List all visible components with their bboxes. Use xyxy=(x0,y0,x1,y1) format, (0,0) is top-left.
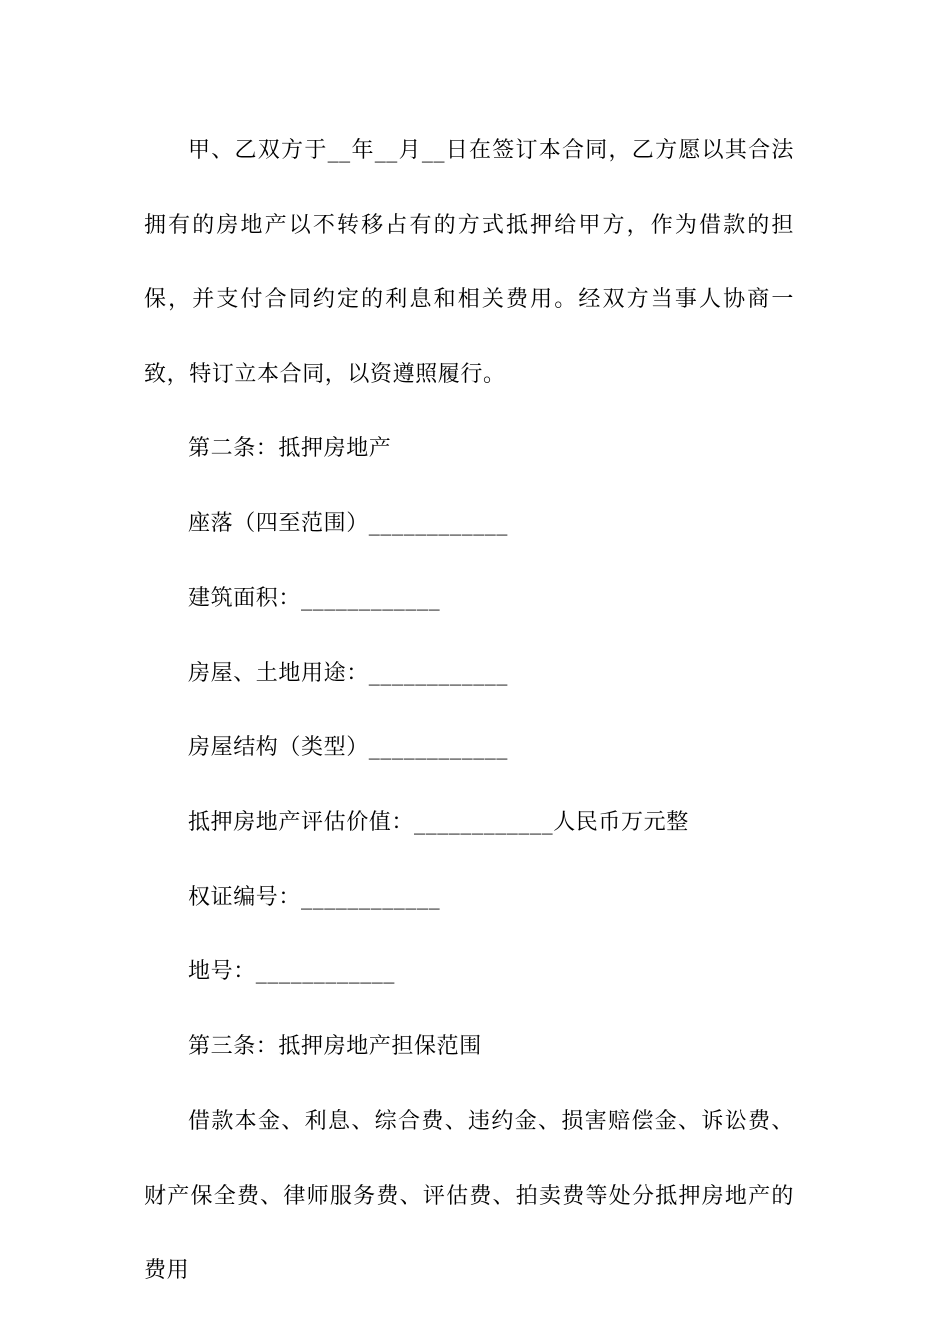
article-3-body: 借款本金、利息、综合费、违约金、损害赔偿金、诉讼费、财产保全费、律师服务费、评估费、拍卖费等处分抵押房地产的费用 xyxy=(144,1109,794,1283)
field-certificate-number: 权证编号：____________ xyxy=(188,885,441,910)
intro-paragraph: 甲、乙双方于__年__月__日在签订本合同，乙方愿以其合法拥有的房地产以不转移占有的方式抵押给甲方，作为借款的担保，并支付合同约定的利息和相关费用。经双方当事人协商一致，特订立本合同，以资遵照履行。 xyxy=(144,138,794,387)
field-structure-type: 房屋结构（类型）____________ xyxy=(188,735,509,760)
field-building-area: 建筑面积：____________ xyxy=(188,586,441,611)
field-lot-number: 地号：____________ xyxy=(188,959,396,984)
article-2-heading: 第二条：抵押房地产 xyxy=(188,436,392,461)
field-appraised-value: 抵押房地产评估价值：____________人民币万元整 xyxy=(188,810,689,835)
article-3-heading: 第三条：抵押房地产担保范围 xyxy=(188,1034,482,1059)
field-location: 座落（四至范围）____________ xyxy=(188,511,509,536)
field-land-use: 房屋、土地用途：____________ xyxy=(188,661,509,686)
